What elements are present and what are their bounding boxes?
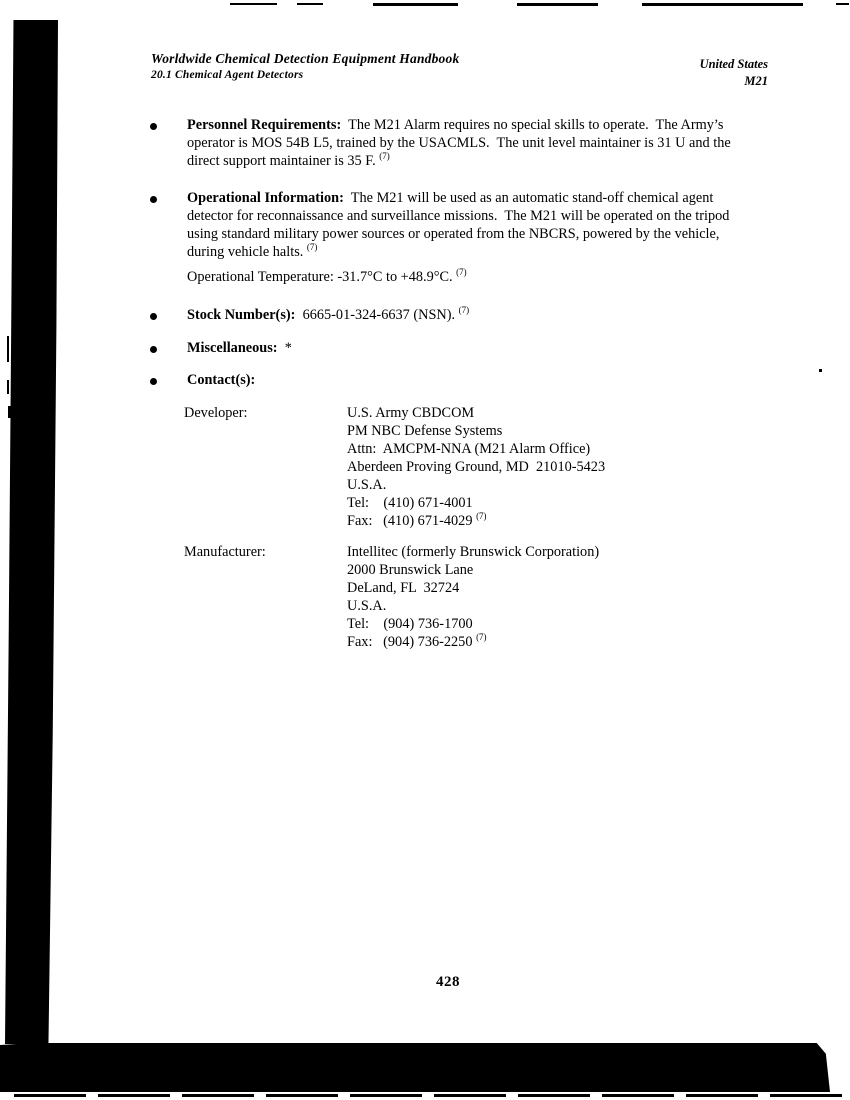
section-text: operator is MOS 54B L5, trained by the USACMLS. The unit level maintainer is 31 U and the: [187, 135, 731, 151]
scan-artifact-left-tick-3: [8, 406, 11, 418]
section-text: detector for reconnaissance and surveillance missions. The M21 will be operated on the tripod: [187, 208, 730, 224]
operational-temperature-text: Operational Temperature: -31.7°C to +48.9°C.: [187, 269, 457, 285]
bullet-icon: [150, 346, 157, 353]
scan-artifact-bottom-band: [0, 1043, 830, 1092]
address-line: PM NBC Defense Systems: [347, 423, 503, 439]
footnote-marker: (7): [476, 511, 487, 522]
scan-artifact-bottom-rule: [14, 1094, 844, 1097]
section-personnel-requirements: [187, 116, 731, 170]
section-text: The M21 will be used as an automatic stand-off chemical agent: [343, 190, 714, 206]
scan-artifact-top-line-5: [642, 3, 803, 6]
manufacturer-role-label: Manufacturer:: [184, 544, 266, 560]
section-text: The M21 Alarm requires no special skills to operate. The Army’s: [341, 117, 724, 133]
footnote-marker: (7): [456, 267, 467, 278]
address-line: DeLand, FL 32724: [347, 580, 460, 596]
section-label: Miscellaneous:: [187, 340, 278, 356]
address-line: U.S.A.: [347, 477, 387, 493]
bullet-icon: [150, 313, 157, 320]
scan-artifact-top-line-6: [836, 3, 849, 5]
page-subtitle: 20.1 Chemical Agent Detectors: [151, 69, 304, 81]
section-text: 6665-01-324-6637 (NSN).: [295, 307, 459, 323]
section-label: Personnel Requirements:: [187, 117, 342, 133]
section-text: direct support maintainer is 35 F.: [187, 153, 380, 169]
section-label: Operational Information:: [187, 190, 344, 206]
phone-line: Tel: (904) 736-1700: [347, 616, 473, 632]
fax-line: Fax: (904) 736-2250: [347, 634, 477, 650]
scan-artifact-top-line-1: [230, 3, 277, 5]
section-text: *: [277, 340, 292, 356]
section-contacts: [187, 371, 255, 389]
footnote-marker: (7): [306, 242, 318, 253]
section-operational-information: [187, 189, 729, 261]
section-miscellaneous: [187, 339, 292, 357]
address-line: U.S.A.: [347, 598, 387, 614]
scan-artifact-left-tick-1: [7, 336, 9, 362]
section-label: Contact(s):: [187, 372, 256, 388]
scan-artifact-top-line-2: [297, 3, 323, 5]
fax-line: Fax: (410) 671-4029: [347, 513, 477, 529]
developer-address-block: [347, 404, 605, 530]
page-number: 428: [436, 974, 460, 990]
header-model: M21: [744, 74, 768, 88]
address-line: Intellitec (formerly Brunswick Corporation): [347, 544, 600, 560]
scan-artifact-top-line-3: [373, 3, 458, 6]
scan-artifact-speck: [819, 369, 822, 372]
address-line: 2000 Brunswick Lane: [347, 562, 474, 578]
page-title: Worldwide Chemical Detection Equipment Handbook: [151, 51, 460, 66]
developer-role-label: Developer:: [184, 405, 248, 421]
manufacturer-address-block: [347, 543, 599, 651]
section-text: using standard military power sources or operated from the NBCRS, powered by the vehicle,: [187, 226, 720, 242]
bullet-icon: [150, 123, 157, 130]
footnote-marker: (7): [476, 632, 487, 643]
header-country: United States: [699, 57, 768, 71]
footnote-marker: (7): [458, 305, 470, 316]
scan-artifact-top-line-4: [517, 3, 598, 6]
bullet-icon: [150, 196, 157, 203]
address-line: Attn: AMCPM-NNA (M21 Alarm Office): [347, 441, 591, 457]
address-line: Aberdeen Proving Ground, MD 21010-5423: [347, 459, 606, 475]
section-stock-numbers: [187, 306, 469, 324]
address-line: U.S. Army CBDCOM: [347, 405, 475, 421]
footnote-marker: (7): [379, 151, 390, 162]
section-text: during vehicle halts.: [187, 244, 307, 260]
phone-line: Tel: (410) 671-4001: [347, 495, 473, 511]
scan-artifact-left-bar: [5, 20, 58, 1044]
operational-temperature: [187, 268, 467, 286]
section-label: Stock Number(s):: [187, 307, 296, 323]
scan-artifact-left-tick-2: [7, 380, 9, 394]
bullet-icon: [150, 378, 157, 385]
